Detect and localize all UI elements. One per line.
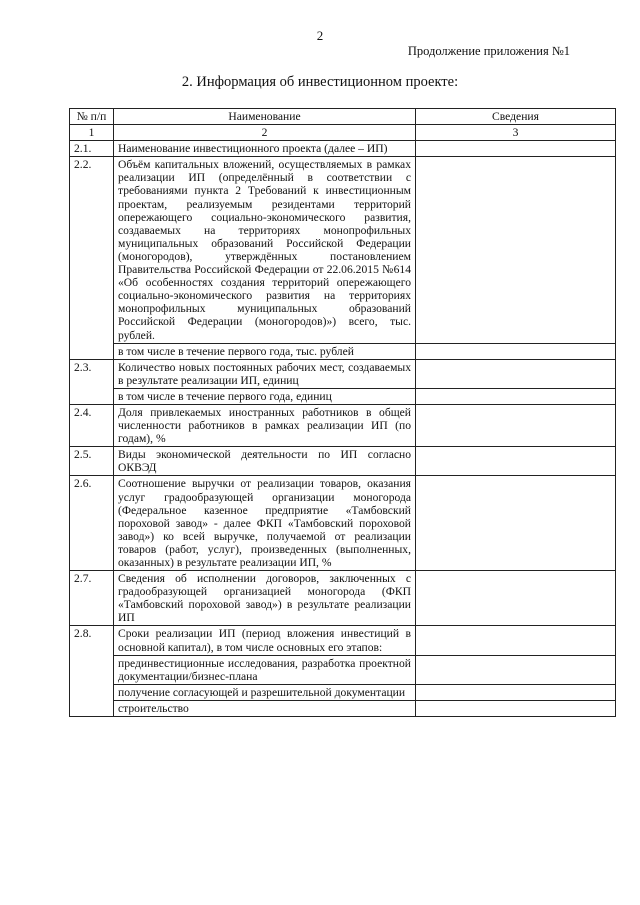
subrow-name: прединвестиционные исследования, разработка проектной документации/бизнес-плана — [114, 655, 416, 684]
header-details: Сведения — [416, 109, 616, 125]
row-number: 2.5. — [70, 447, 114, 476]
table-row — [70, 141, 616, 157]
row-number: 2.6. — [70, 476, 114, 571]
row-details-cell[interactable] — [416, 476, 616, 571]
row-name: Наименование инвестиционного проекта (далее – ИП) — [114, 141, 416, 157]
row-number: 2.1. — [70, 141, 114, 157]
table-row — [70, 571, 616, 626]
table-subrow — [70, 700, 616, 716]
subrow-name: в том числе в течение первого года, тыс. рублей — [114, 343, 416, 359]
table-subrow — [70, 655, 616, 684]
table-subrow — [70, 684, 616, 700]
investment-info-table — [69, 108, 616, 717]
row-name: Сведения об исполнении договоров, заключенных с градообразующей организацией моногорода (ФКП «Тамбовский пороховой завод») в результате реализации ИП — [114, 571, 416, 626]
subrow-details-cell[interactable] — [416, 388, 616, 404]
row-name: Соотношение выручки от реализации товаров, оказания услуг градообразующей организации моногорода (Федеральное казенное предприятие «Тамбовский пороховой завод» - далее ФКП «Тамбовский пороховой завод») ко всей выручке, получаемой от реализации товаров (работ, услуг), произведенных (выполненных, оказанных) в результате реализации ИП, % — [114, 476, 416, 571]
table-subrow — [70, 388, 616, 404]
table-row — [70, 157, 616, 343]
row-name: Виды экономической деятельности по ИП согласно ОКВЭД — [114, 447, 416, 476]
table-row — [70, 447, 616, 476]
numbering-2: 2 — [114, 125, 416, 141]
row-details-cell[interactable] — [416, 626, 616, 655]
header-number: № п/п — [70, 109, 114, 125]
row-name: Объём капитальных вложений, осуществляемых в рамках реализации ИП (определённый в соответствии с требованиями пункта 2 Требований к инвестиционным проектам, реализуемым резидентами территорий опережающего социально-экономического развития, создаваемых на территориях монопрофильных муниципальных образований Российской Федерации (моногородов), утверждённых постановлением Правительства Российской Федерации от 22.06.2015 №614 «Об особенностях создания территорий опережающего социально-экономического развития на территориях монопрофильных муниципальных образований Российской Федерации (моногородов)») всего, тыс. рублей. — [114, 157, 416, 343]
row-number: 2.2. — [70, 157, 114, 359]
row-details-cell[interactable] — [416, 359, 616, 388]
table-body — [70, 141, 616, 717]
subrow-details-cell[interactable] — [416, 343, 616, 359]
header-name: Наименование — [114, 109, 416, 125]
numbering-1: 1 — [70, 125, 114, 141]
row-number: 2.8. — [70, 626, 114, 717]
table-numbering-row — [70, 125, 616, 141]
subrow-details-cell[interactable] — [416, 684, 616, 700]
table-subrow — [70, 343, 616, 359]
row-details-cell[interactable] — [416, 404, 616, 446]
numbering-3: 3 — [416, 125, 616, 141]
row-number: 2.3. — [70, 359, 114, 404]
row-number: 2.7. — [70, 571, 114, 626]
section-title: 2. Информация об инвестиционном проекте: — [181, 74, 459, 90]
table-row — [70, 626, 616, 655]
row-details-cell[interactable] — [416, 157, 616, 343]
subrow-name: получение согласующей и разрешительной документации — [114, 684, 416, 700]
row-details-cell[interactable] — [416, 141, 616, 157]
row-name: Сроки реализации ИП (период вложения инвестиций в основной капитал), в том числе основных его этапов: — [114, 626, 416, 655]
row-name: Количество новых постоянных рабочих мест, создаваемых в результате реализации ИП, единиц — [114, 359, 416, 388]
page-number: 2 — [316, 28, 324, 43]
row-details-cell[interactable] — [416, 571, 616, 626]
row-name: Доля привлекаемых иностранных работников в общей численности работников в рамках реализации ИП (по годам), % — [114, 404, 416, 446]
table-row — [70, 404, 616, 446]
table-row — [70, 476, 616, 571]
table-row — [70, 359, 616, 388]
subrow-details-cell[interactable] — [416, 700, 616, 716]
appendix-continuation: Продолжение приложения №1 — [407, 44, 570, 58]
subrow-name: строительство — [114, 700, 416, 716]
table-header-row — [70, 109, 616, 125]
row-number: 2.4. — [70, 404, 114, 446]
subrow-name: в том числе в течение первого года, единиц — [114, 388, 416, 404]
row-details-cell[interactable] — [416, 447, 616, 476]
subrow-details-cell[interactable] — [416, 655, 616, 684]
